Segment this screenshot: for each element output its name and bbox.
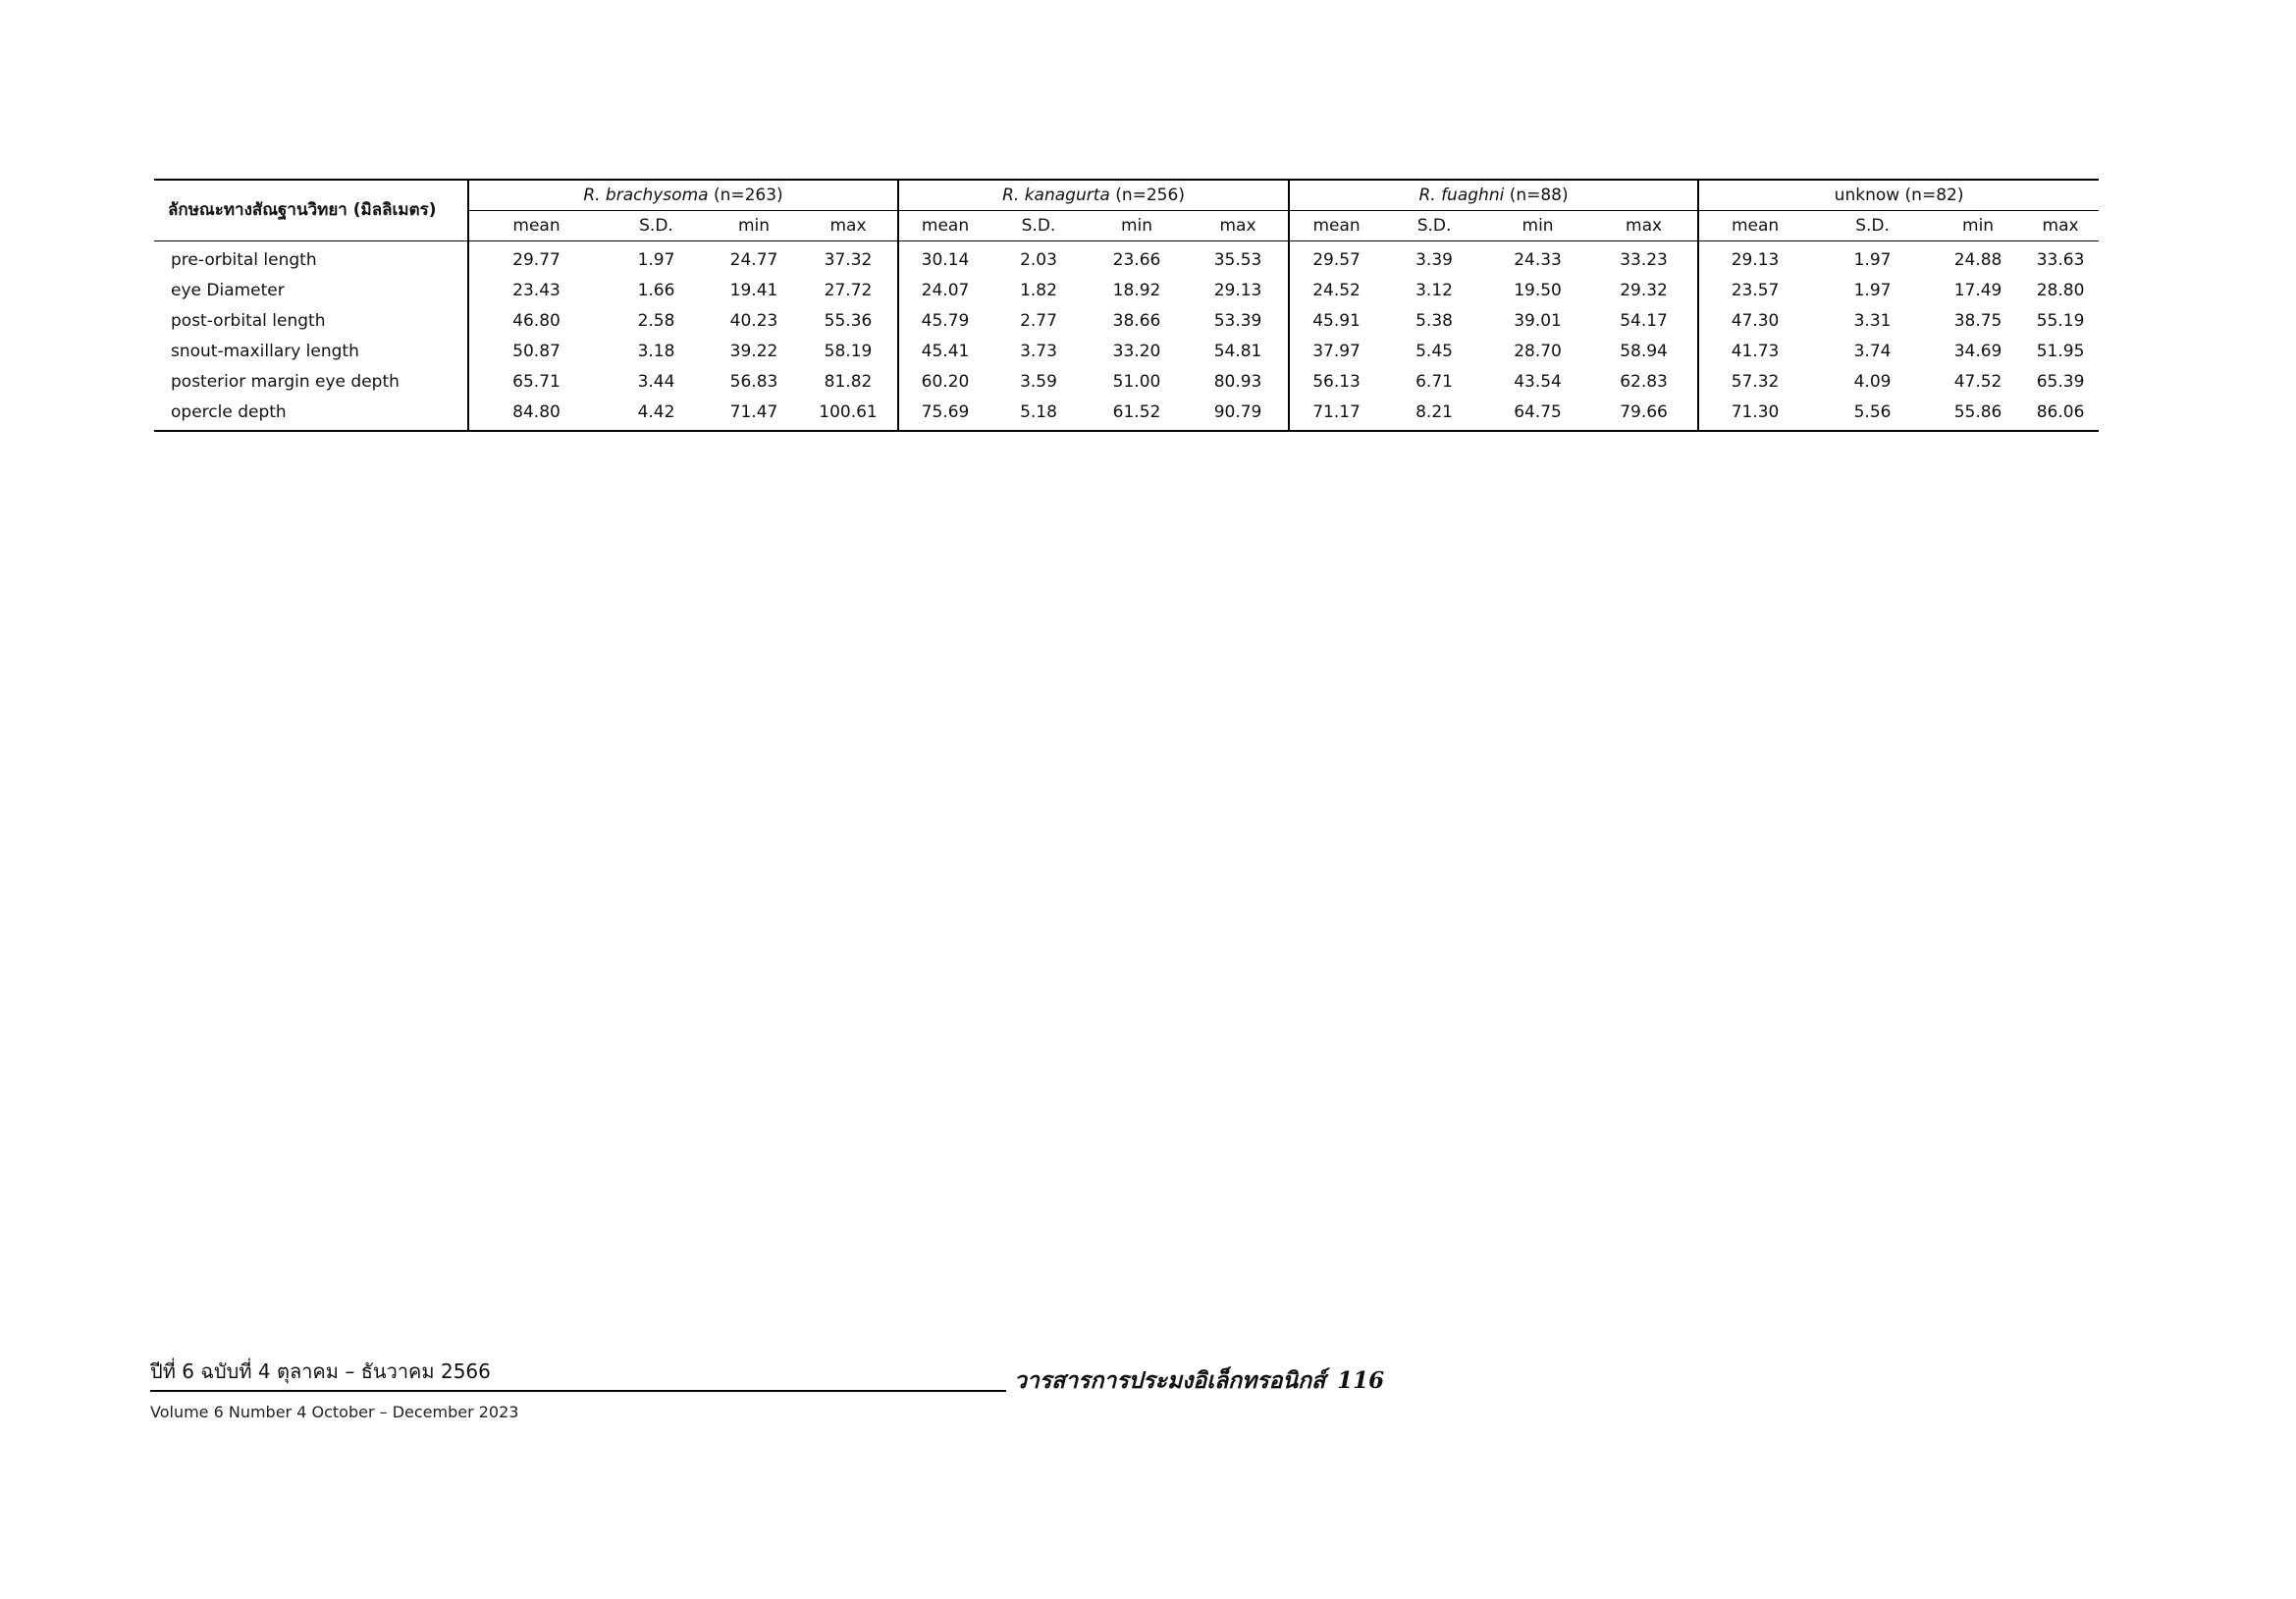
- table-row: [154, 337, 2099, 367]
- table-cell: 1.82: [1020, 281, 1057, 300]
- table-row: [154, 276, 2099, 306]
- table-cell: 29.57: [1312, 250, 1361, 270]
- table-cell: 3.31: [1853, 311, 1892, 331]
- table-cell: 1.97: [1853, 250, 1892, 270]
- row-label: eye Diameter: [154, 276, 468, 306]
- table-cell: 8.21: [1383, 398, 1485, 431]
- table-cell: 51.00: [1112, 372, 1161, 392]
- row-label: post-orbital length: [154, 306, 468, 337]
- table-cell: 3.12: [1415, 281, 1453, 300]
- table-cell: 55.19: [2036, 311, 2085, 331]
- table-cell: 17.49: [1953, 281, 2002, 300]
- table-cell: 58.94: [1590, 337, 1698, 367]
- table-cell: 61.52: [1086, 398, 1188, 431]
- table-cell: 29.32: [1590, 276, 1698, 306]
- row-label: pre-orbital length: [154, 241, 468, 277]
- table-row: [154, 306, 2099, 337]
- table-cell: 27.72: [799, 276, 898, 306]
- table-cell: 6.71: [1415, 372, 1453, 392]
- row-label: snout-maxillary length: [154, 337, 468, 367]
- table-cell: 40.23: [729, 311, 778, 331]
- table-body: [154, 241, 2099, 432]
- table-cell: 38.66: [1112, 311, 1161, 331]
- table-cell: 47.30: [1731, 311, 1780, 331]
- table-cell: 65.71: [512, 372, 561, 392]
- table-cell: 19.41: [729, 281, 778, 300]
- footer-issue-block: [150, 1356, 1006, 1421]
- table-cell: 37.32: [799, 241, 898, 277]
- sample-size: (n=88): [1504, 185, 1569, 205]
- table-cell: 75.69: [898, 398, 991, 431]
- table-row: [154, 398, 2099, 431]
- table-cell: 23.57: [1731, 281, 1780, 300]
- morphometric-table: [154, 179, 2099, 432]
- stat-header-sd: S.D.: [604, 211, 709, 241]
- table-cell: 62.83: [1590, 367, 1698, 398]
- table-cell: 29.13: [1731, 250, 1780, 270]
- stat-header-max: max: [2022, 211, 2099, 241]
- table-cell: 3.39: [1415, 250, 1453, 270]
- stat-header-mean: mean: [468, 211, 604, 241]
- table-cell: 55.36: [799, 306, 898, 337]
- table-cell: 71.47: [709, 398, 799, 431]
- table-cell: 65.39: [2036, 372, 2085, 392]
- table-cell: 5.45: [1415, 342, 1453, 361]
- table-cell: 24.07: [921, 281, 970, 300]
- footer-issue-english: Volume 6 Number 4 October – December 2023: [150, 1403, 519, 1421]
- table-cell: 45.91: [1312, 311, 1361, 331]
- table-cell: 50.87: [512, 342, 561, 361]
- table-cell: 51.95: [2036, 342, 2085, 361]
- table-row: [154, 241, 2099, 277]
- table-cell: 29.13: [1188, 276, 1289, 306]
- table-cell: 33.20: [1112, 342, 1161, 361]
- footer-journal-title: [1014, 1363, 1384, 1399]
- sample-size: (n=263): [708, 185, 783, 205]
- table-cell: 33.63: [2036, 250, 2085, 270]
- table-cell: 5.56: [1811, 398, 1934, 431]
- table-cell: 37.97: [1312, 342, 1361, 361]
- stat-header-min: min: [1485, 211, 1590, 241]
- row-label: posterior margin eye depth: [154, 367, 468, 398]
- table-cell: 45.41: [921, 342, 970, 361]
- table-cell: 23.43: [512, 281, 561, 300]
- table-cell: 19.50: [1514, 281, 1562, 300]
- stat-header-max: max: [799, 211, 898, 241]
- row-label: opercle depth: [154, 398, 468, 431]
- table-row: [154, 367, 2099, 398]
- group-header-brachysoma: [468, 180, 898, 211]
- table-cell: 71.17: [1289, 398, 1383, 431]
- sample-size: (n=256): [1109, 185, 1185, 205]
- table-cell: 53.39: [1188, 306, 1289, 337]
- table-cell: 86.06: [2022, 398, 2099, 431]
- table-cell: 29.77: [512, 250, 561, 270]
- stat-header-mean: mean: [898, 211, 991, 241]
- table-cell: 34.69: [1953, 342, 2002, 361]
- table-cell: 18.92: [1112, 281, 1161, 300]
- morphometric-table-container: [154, 179, 2099, 432]
- table-cell: 23.66: [1112, 250, 1161, 270]
- stat-header-max: max: [1188, 211, 1289, 241]
- table-cell: 28.70: [1514, 342, 1562, 361]
- table-cell: 90.79: [1188, 398, 1289, 431]
- table-cell: 33.23: [1590, 241, 1698, 277]
- table-cell: 24.52: [1312, 281, 1361, 300]
- table-cell: 5.38: [1415, 311, 1453, 331]
- species-name: R. fuaghni: [1418, 185, 1505, 205]
- table-cell: 30.14: [921, 250, 970, 270]
- stat-header-sd: S.D.: [1383, 211, 1485, 241]
- species-name: R. brachysoma: [583, 185, 709, 205]
- table-cell: 81.82: [799, 367, 898, 398]
- table-cell: 79.66: [1590, 398, 1698, 431]
- table-cell: 1.97: [1853, 281, 1892, 300]
- page-number: 116: [1337, 1367, 1385, 1394]
- table-cell: 3.18: [637, 342, 675, 361]
- table-cell: 38.75: [1953, 311, 2002, 331]
- table-cell: 43.54: [1514, 372, 1562, 392]
- table-cell: 24.77: [729, 250, 778, 270]
- stat-header-min: min: [1934, 211, 2022, 241]
- group-header-unknow: [1698, 180, 2099, 211]
- stat-header-max: max: [1590, 211, 1698, 241]
- table-cell: 56.83: [729, 372, 778, 392]
- table-cell: 60.20: [921, 372, 970, 392]
- table-cell: 46.80: [512, 311, 561, 331]
- table-cell: 55.86: [1934, 398, 2022, 431]
- table-cell: 54.81: [1188, 337, 1289, 367]
- table-cell: 56.13: [1312, 372, 1361, 392]
- stat-header-min: min: [709, 211, 799, 241]
- table-cell: 4.42: [604, 398, 709, 431]
- table-cell: 58.19: [799, 337, 898, 367]
- group-header-fuaghni: [1289, 180, 1698, 211]
- stat-header-mean: mean: [1698, 211, 1811, 241]
- table-cell: 2.03: [1020, 250, 1057, 270]
- stat-header-sd: S.D.: [1811, 211, 1934, 241]
- table-cell: 3.74: [1853, 342, 1892, 361]
- table-cell: 57.32: [1731, 372, 1780, 392]
- row-header: ลักษณะทางสัณฐานวิทยา (มิลลิเมตร): [154, 180, 468, 241]
- table-cell: 5.18: [991, 398, 1086, 431]
- footer-divider: [150, 1390, 1006, 1392]
- table-cell: 80.93: [1188, 367, 1289, 398]
- stat-header-mean: mean: [1289, 211, 1383, 241]
- table-cell: 2.58: [637, 311, 675, 331]
- table-cell: 84.80: [468, 398, 604, 431]
- stat-header-sd: S.D.: [991, 211, 1086, 241]
- table-cell: 1.66: [637, 281, 675, 300]
- table-cell: 3.73: [1020, 342, 1057, 361]
- table-cell: 3.44: [637, 372, 675, 392]
- table-cell: 28.80: [2036, 281, 2085, 300]
- journal-name: วารสารการประมงอิเล็กทรอนิกส์: [1014, 1367, 1326, 1394]
- table-cell: 24.88: [1953, 250, 2002, 270]
- table-cell: 39.01: [1514, 311, 1562, 331]
- table-cell: 39.22: [729, 342, 778, 361]
- table-cell: 3.59: [1020, 372, 1057, 392]
- table-cell: 35.53: [1188, 241, 1289, 277]
- table-cell: 4.09: [1853, 372, 1892, 392]
- footer-issue-thai: ปีที่ 6 ฉบับที่ 4 ตุลาคม – ธันวาคม 2566: [150, 1359, 491, 1383]
- table-cell: 47.52: [1953, 372, 2002, 392]
- group-header-kanagurta: [898, 180, 1289, 211]
- sample-size: unknow (n=82): [1834, 185, 1964, 205]
- table-cell: 54.17: [1590, 306, 1698, 337]
- table-cell: 71.30: [1698, 398, 1811, 431]
- stat-header-min: min: [1086, 211, 1188, 241]
- table-cell: 64.75: [1485, 398, 1590, 431]
- table-cell: 2.77: [1020, 311, 1057, 331]
- species-name: R. kanagurta: [1002, 185, 1110, 205]
- table-cell: 1.97: [637, 250, 675, 270]
- table-header-row-groups: [154, 180, 2099, 211]
- table-cell: 100.61: [799, 398, 898, 431]
- table-cell: 24.33: [1514, 250, 1562, 270]
- table-cell: 45.79: [921, 311, 970, 331]
- table-cell: 41.73: [1731, 342, 1780, 361]
